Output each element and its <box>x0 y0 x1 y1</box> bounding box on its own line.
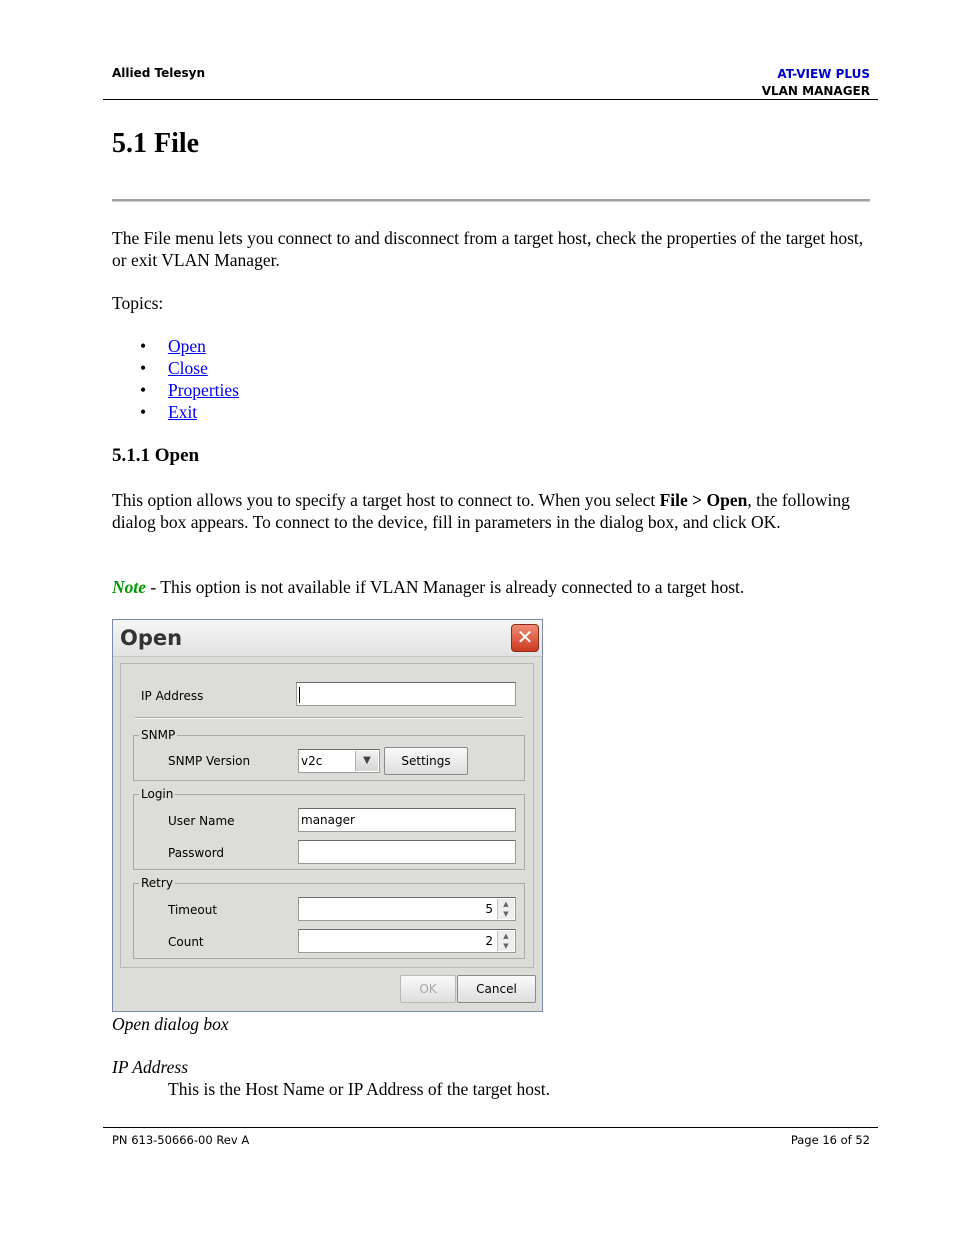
topics-list <box>112 335 239 423</box>
ip-separator <box>135 717 523 719</box>
open-dialog <box>112 619 543 1012</box>
snmp-version-select[interactable] <box>298 749 380 773</box>
footer-part-number: PN 613-50666-00 Rev A <box>112 1133 250 1147</box>
cancel-button[interactable]: Cancel <box>457 975 536 1003</box>
topic-link-open[interactable]: Open <box>168 336 206 356</box>
close-icon[interactable]: ✕ <box>511 624 539 652</box>
open-paragraph-part1: This option allows you to specify a target host to connect to. When you select <box>112 490 660 510</box>
snmp-version-value: v2c <box>301 754 323 768</box>
header-product-line1: AT-VIEW PLUS <box>777 67 870 81</box>
count-value: 2 <box>485 934 493 948</box>
list-item <box>112 335 239 357</box>
header-company: Allied Telesyn <box>112 66 206 80</box>
spinner-arrows-icon[interactable]: ▲ ▼ <box>497 931 514 951</box>
login-group-label: Login <box>141 787 174 801</box>
dialog-title-bar <box>113 620 542 657</box>
dialog-body <box>120 663 534 968</box>
list-item <box>112 357 239 379</box>
topic-link-exit[interactable]: Exit <box>168 402 198 422</box>
header-rule <box>103 99 878 100</box>
note-text: - This option is not available if VLAN Manager is already connected to a target host. <box>146 577 745 597</box>
chevron-down-icon[interactable]: ▼ <box>355 751 378 771</box>
retry-group <box>133 876 525 959</box>
note-paragraph <box>112 576 882 598</box>
login-group <box>133 787 525 870</box>
timeout-stepper[interactable] <box>298 897 516 921</box>
timeout-label: Timeout <box>168 903 218 917</box>
definition-term: IP Address <box>112 1057 188 1077</box>
open-paragraph-bold: File > Open <box>659 490 748 510</box>
list-item <box>112 401 239 423</box>
topic-link-close[interactable]: Close <box>168 358 208 378</box>
header-product <box>762 66 870 100</box>
footer-page-number: Page 16 of 52 <box>790 1133 870 1147</box>
subsection-title: 5.1.1 Open <box>112 445 200 466</box>
list-item <box>112 379 239 401</box>
timeout-value: 5 <box>485 902 493 916</box>
password-label: Password <box>168 846 225 860</box>
spinner-arrows-icon[interactable]: ▲ ▼ <box>497 899 514 919</box>
snmp-group <box>133 728 525 781</box>
open-paragraph <box>112 489 882 533</box>
ip-address-input[interactable] <box>296 682 516 706</box>
definition-text: This is the Host Name or IP Address of the target host. <box>168 1079 551 1099</box>
footer-rule <box>103 1127 878 1128</box>
dialog-title: Open <box>120 626 183 650</box>
username-input[interactable] <box>298 808 516 832</box>
snmp-version-label: SNMP Version <box>168 754 251 768</box>
open-paragraph-part2: , the following dialog box appears. To connect to the device, fill in parameters in the dialog box, and click OK. <box>112 490 850 532</box>
password-input[interactable] <box>298 840 516 864</box>
topics-label: Topics: <box>112 293 164 313</box>
ok-button[interactable]: OK <box>400 975 456 1003</box>
snmp-group-label: SNMP <box>141 728 176 742</box>
username-label: User Name <box>168 814 235 828</box>
settings-button[interactable]: Settings <box>384 747 468 775</box>
intro-paragraph: The File menu lets you connect to and disconnect from a target host, check the properties of the target host, or exit VLAN Manager. <box>112 228 864 270</box>
ip-address-label: IP Address <box>141 689 204 703</box>
topic-link-properties[interactable]: Properties <box>168 380 239 400</box>
section-title: 5.1 File <box>112 128 200 159</box>
note-label: Note <box>112 577 147 597</box>
username-value: manager <box>301 813 355 827</box>
figure-caption: Open dialog box <box>112 1014 229 1034</box>
count-stepper[interactable] <box>298 929 516 953</box>
count-label: Count <box>168 935 204 949</box>
header-product-line2: VLAN MANAGER <box>761 84 870 98</box>
section-rule <box>112 199 870 202</box>
retry-group-label: Retry <box>141 876 173 890</box>
